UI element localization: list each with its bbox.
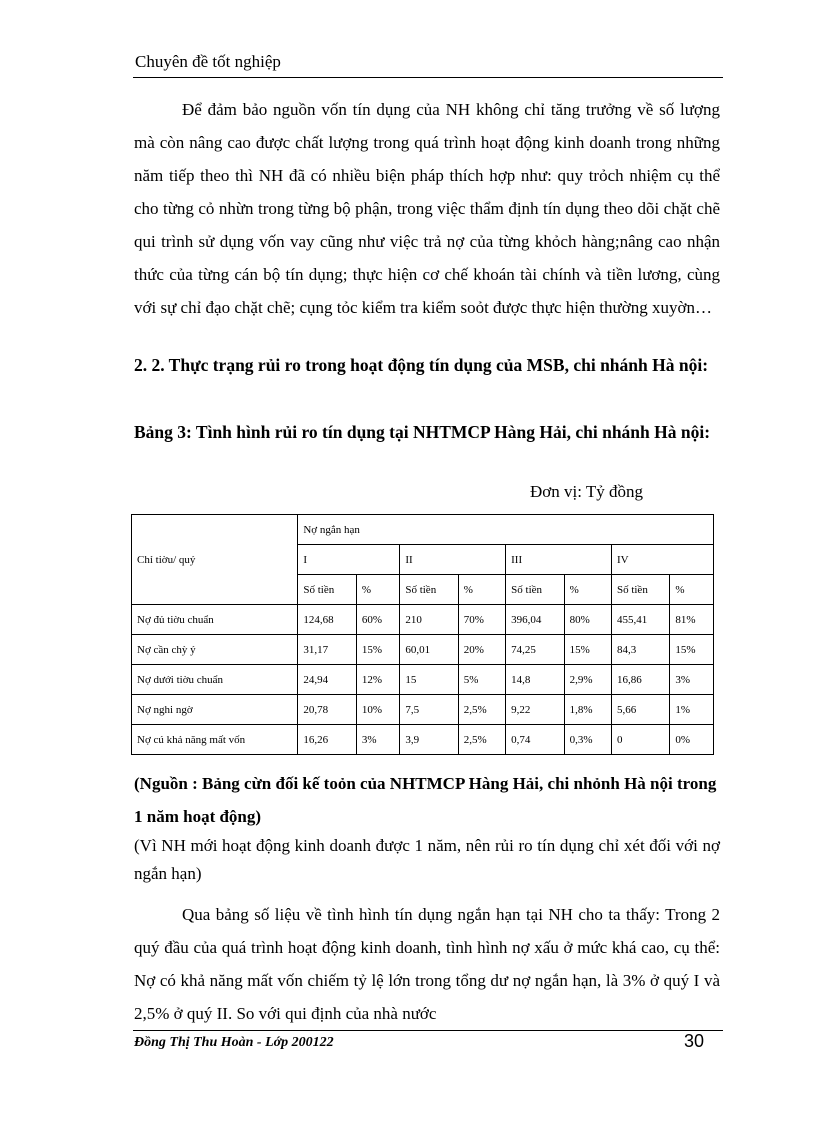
row-label: Nợ dưới tiờu chuẩn: [132, 665, 298, 695]
pct-col-header: %: [564, 575, 611, 605]
table-cell: 5%: [458, 665, 505, 695]
table-cell: 24,94: [298, 665, 356, 695]
table-cell: 16,26: [298, 725, 356, 755]
table-cell: 2,5%: [458, 725, 505, 755]
footer-author: Đồng Thị Thu Hoàn - Lớp 200122: [134, 1035, 334, 1050]
table-cell: 70%: [458, 605, 505, 635]
table-cell: 396,04: [506, 605, 564, 635]
table-cell: 15%: [356, 635, 400, 665]
pct-col-header: %: [356, 575, 400, 605]
quarter-header: III: [506, 545, 612, 575]
table-cell: 3,9: [400, 725, 458, 755]
table-cell: 20%: [458, 635, 505, 665]
section-heading: 2. 2. Thực trạng rủi ro trong hoạt động tín dụng của MSB, chi nhánh Hà nội:: [134, 355, 709, 375]
page-number: 30: [684, 1031, 705, 1051]
table-row: [132, 605, 714, 635]
page-header-title: Chuyên đề tốt nghiệp: [135, 52, 281, 71]
table-cell: 7,5: [400, 695, 458, 725]
row-header-cell: Chỉ tiờu/ quý: [132, 515, 298, 605]
table-note: (Vì NH mới hoạt động kinh doanh được 1 năm, nên rủi ro tín dụng chỉ xét đối với nợ ngắn hạn): [134, 836, 720, 883]
amount-col-header: Số tiền: [611, 575, 669, 605]
table-cell: 60,01: [400, 635, 458, 665]
table-row: [132, 635, 714, 665]
table-cell: 0,74: [506, 725, 564, 755]
amount-col-header: Số tiền: [298, 575, 356, 605]
analysis-paragraph: Qua bảng số liệu về tình hình tín dụng ngắn hạn tại NH cho ta thấy: Trong 2 quý đầu của quá trình hoạt động kinh doanh, tình hình nợ xấu ở mức khá cao, cụ thể: Nợ có khả năng mất vốn chiếm tỷ lệ lớn trong tổng dư nợ ngắn hạn, là 3% ở quý I và 2,5% ở quý II. So với qui định của nhà nước: [134, 905, 720, 1023]
table-cell: 15%: [670, 635, 714, 665]
row-label: Nợ đủ tiờu chuẩn: [132, 605, 298, 635]
table-cell: 3%: [670, 665, 714, 695]
footer-divider: [133, 1030, 723, 1031]
table-cell: 80%: [564, 605, 611, 635]
quarter-header: I: [298, 545, 400, 575]
quarter-header: II: [400, 545, 506, 575]
table-cell: 2,5%: [458, 695, 505, 725]
table-cell: 31,17: [298, 635, 356, 665]
table-cell: 210: [400, 605, 458, 635]
table-cell: 3%: [356, 725, 400, 755]
table-cell: 81%: [670, 605, 714, 635]
table-cell: 20,78: [298, 695, 356, 725]
table-row: [132, 665, 714, 695]
table-row: [132, 725, 714, 755]
group-header-cell: Nợ ngắn hạn: [298, 515, 714, 545]
table-cell: 12%: [356, 665, 400, 695]
table-row: [132, 695, 714, 725]
table-cell: 1,8%: [564, 695, 611, 725]
table-cell: 84,3: [611, 635, 669, 665]
row-label: Nợ cần chỳ ý: [132, 635, 298, 665]
table-cell: 15: [400, 665, 458, 695]
table-cell: 14,8: [506, 665, 564, 695]
table-cell: 74,25: [506, 635, 564, 665]
table-cell: 455,41: [611, 605, 669, 635]
pct-col-header: %: [458, 575, 505, 605]
table-cell: 16,86: [611, 665, 669, 695]
table-cell: 0%: [670, 725, 714, 755]
table-cell: 0,3%: [564, 725, 611, 755]
table-cell: 124,68: [298, 605, 356, 635]
amount-col-header: Số tiền: [506, 575, 564, 605]
unit-label: Đơn vị: Tỷ đồng: [530, 482, 644, 501]
table-cell: 5,66: [611, 695, 669, 725]
intro-paragraph: Để đảm bảo nguồn vốn tín dụng của NH không chỉ tăng trưởng về số lượng mà còn nâng cao được chất lượng trong quá trình hoạt động kinh doanh trong những năm tiếp theo thì NH đã có nhiều biện pháp thích hợp như: quy trỏch nhiệm cụ thể cho từng cỏ nhừn trong từng bộ phận, trong việc thẩm định tín dụng theo dõi chặt chẽ qui trình sử dụng vốn vay cũng như việc trả nợ của từng khỏch hàng;nâng cao nhận thức của từng cán bộ tín dụng; thực hiện cơ chế khoán tài chính và tiền lương, cùng với sự chỉ đạo chặt chẽ; cụng tỏc kiểm tra kiểm soỏt được thực hiện thường xuyờn…: [134, 100, 720, 317]
table-cell: 2,9%: [564, 665, 611, 695]
header-divider: [133, 77, 723, 78]
table-cell: 9,22: [506, 695, 564, 725]
table-cell: 10%: [356, 695, 400, 725]
table-title: Bảng 3: Tình hình rủi ro tín dụng tại NHTMCP Hàng Hải, chi nhánh Hà nội:: [134, 422, 711, 442]
table-cell: 0: [611, 725, 669, 755]
source-citation: (Nguồn : Bảng cừn đối kế toỏn của NHTMCP Hàng Hải, chi nhỏnh Hà nội trong 1 năm hoạt động): [134, 774, 717, 826]
credit-risk-table: [131, 514, 714, 755]
row-label: Nợ cú khả năng mất vốn: [132, 725, 298, 755]
quarter-header: IV: [611, 545, 713, 575]
pct-col-header: %: [670, 575, 714, 605]
table-cell: 60%: [356, 605, 400, 635]
row-label: Nợ nghi ngờ: [132, 695, 298, 725]
table-cell: 15%: [564, 635, 611, 665]
table-cell: 1%: [670, 695, 714, 725]
amount-col-header: Số tiền: [400, 575, 458, 605]
